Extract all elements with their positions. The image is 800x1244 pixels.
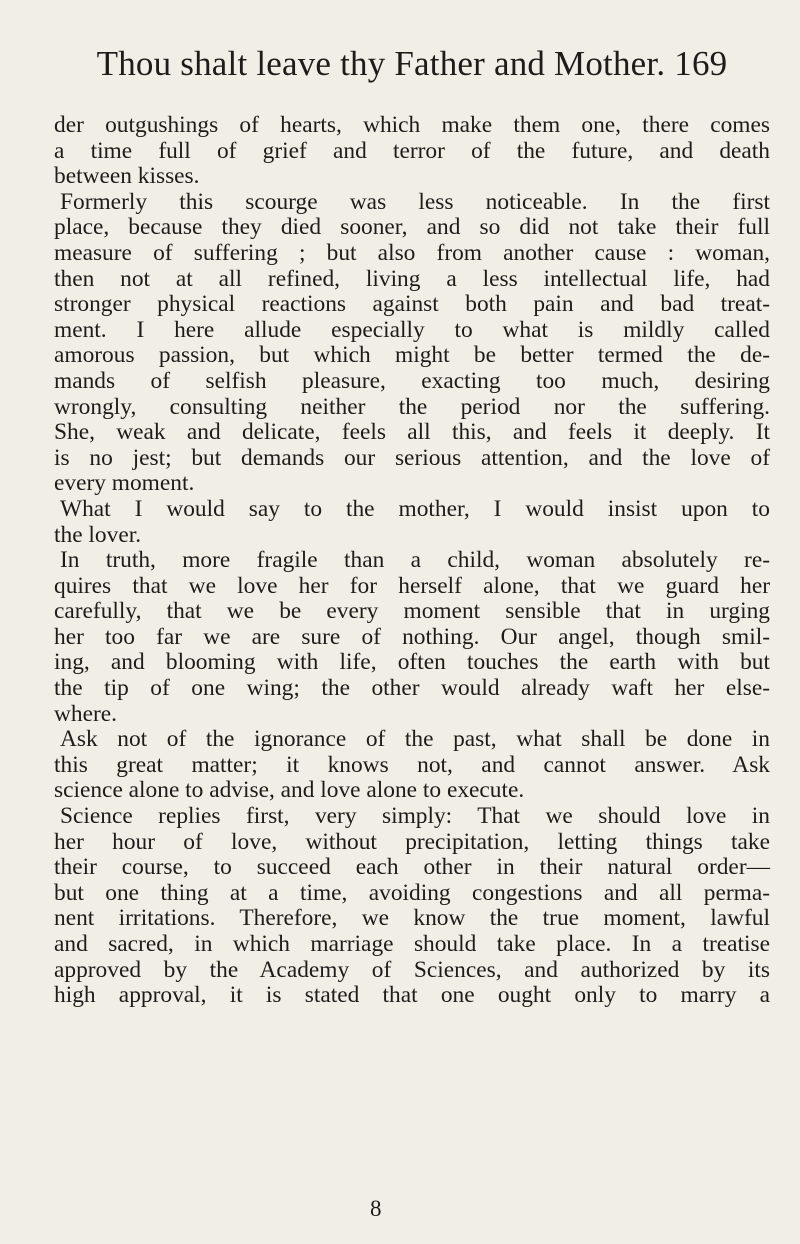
text-line: What I would say to the mother, I would insist upon to xyxy=(60,495,770,522)
text-line: this great matter; it knows not, and cannot answer. Ask xyxy=(54,751,770,778)
body-text xyxy=(54,113,770,1009)
text-line: every moment. xyxy=(54,470,195,497)
text-line: measure of suffering ; but also from another cause : woman, xyxy=(54,239,770,266)
text-line: quires that we love her for herself alone, that we guard her xyxy=(54,572,770,599)
text-line: between kisses. xyxy=(54,163,200,190)
text-line: nent irritations. Therefore, we know the true moment, lawful xyxy=(54,905,770,932)
text-line: then not at all refined, living a less intellectual life, had xyxy=(54,265,770,292)
text-line: stronger physical reactions against both pain and bad treat- xyxy=(54,291,770,318)
text-line: her hour of love, without precipitation, letting things take xyxy=(54,828,770,855)
text-line: ing, and blooming with life, often touches the earth with but xyxy=(54,649,770,676)
text-line: Ask not of the ignorance of the past, what shall be done in xyxy=(60,726,770,753)
text-line: but one thing at a time, avoiding congestions and all perma- xyxy=(54,879,770,906)
text-line: high approval, it is stated that one ought only to marry a xyxy=(54,982,770,1009)
text-line: a time full of grief and terror of the future, and death xyxy=(54,137,770,164)
text-line: ment. I here allude especially to what is mildly called xyxy=(54,316,770,343)
text-line: mands of selfish pleasure, exacting too much, desiring xyxy=(54,367,770,394)
text-line: the tip of one wing; the other would already waft her else- xyxy=(54,675,770,702)
text-line: wrongly, consulting neither the period nor the suffering. xyxy=(54,393,770,420)
text-line: Science replies first, very simply: That we should love in xyxy=(60,803,770,830)
text-line: the lover. xyxy=(54,521,142,548)
text-line: approved by the Academy of Sciences, and authorized by its xyxy=(54,956,770,983)
text-line: amorous passion, but which might be better termed the de- xyxy=(54,342,770,369)
signature-mark: 8 xyxy=(370,1196,382,1221)
text-line: and sacred, in which marriage should take place. In a treatise xyxy=(54,931,770,957)
text-line: She, weak and delicate, feels all this, and feels it deeply. It xyxy=(54,419,770,446)
text-line: carefully, that we be every moment sensible that in urging xyxy=(54,598,770,625)
text-line: her too far we are sure of nothing. Our angel, though smil- xyxy=(54,623,770,650)
text-line: their course, to succeed each other in their natural order— xyxy=(54,854,770,881)
text-line: is no jest; but demands our serious attention, and the love of xyxy=(54,444,770,471)
text-line: where. xyxy=(54,700,117,727)
text-line: place, because they died sooner, and so did not take their full xyxy=(54,214,770,241)
text-line: Formerly this scourge was less noticeable. In the first xyxy=(60,188,770,215)
running-head: Thou shalt leave thy Father and Mother. 169 xyxy=(96,44,728,83)
text-line: der outgushings of hearts, which make them one, there comes xyxy=(54,112,770,138)
text-line: science alone to advise, and love alone to execute. xyxy=(54,777,525,804)
text-line: In truth, more fragile than a child, woman absolutely re- xyxy=(60,547,770,574)
